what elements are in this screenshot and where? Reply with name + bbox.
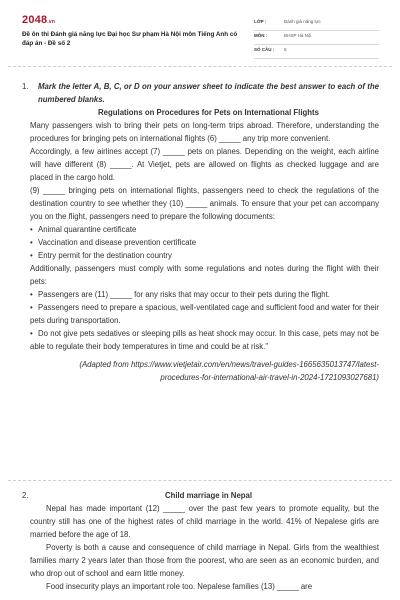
question-divider bbox=[8, 480, 392, 481]
document-title: Đề ôn thi Đánh giá năng lực Đại học Sư phạm Hà Nội môn Tiếng Anh có đáp án - Đề số 2 bbox=[22, 31, 238, 47]
meta-value: ĐHSP Hà Nội bbox=[284, 33, 312, 38]
passage-paragraph: Many passengers wish to bring their pets on long-term trips abroad. Therefore, understanding the procedures for bringing pets on international flights (6) _____ any trip more convenient. bbox=[30, 121, 379, 143]
list-item: • Animal quarantine certificate bbox=[30, 225, 137, 234]
list-item: • Passengers need to prepare a spacious, well-ventilated cage and sufficient food and water for their pets during transportation. bbox=[30, 303, 379, 325]
passage-paragraph: Additionally, passengers must comply with some regulations and notes during the flight with their pets: bbox=[30, 264, 379, 286]
document-meta bbox=[254, 17, 379, 59]
list-item: • Vaccination and disease prevention certificate bbox=[30, 238, 197, 247]
meta-row-class bbox=[254, 17, 379, 31]
question-body bbox=[30, 489, 379, 593]
passage-paragraph: Nepal has made important (12) _____ over the past few years to promote equality, but the country still has one of the highest rates of child marriage in the world. 41% of Nepalese girls are married before the age of 18. bbox=[30, 504, 379, 539]
question-instruction: Mark the letter A, B, C, or D on your answer sheet to indicate the best answer to each of the numbered blanks. bbox=[38, 82, 379, 104]
passage-title: Regulations on Procedures for Pets on International Flights bbox=[98, 108, 319, 117]
question-number: 1. bbox=[22, 82, 29, 91]
list-item: • Entry permit for the destination country bbox=[30, 251, 172, 260]
meta-value: Đánh giá năng lực bbox=[284, 19, 321, 24]
source-citation: (Adapted from https://www.vietjetair.com/en/news/travel-guides-1665635013747/latest-procedures-for-international-air-travel-in-2024-1721093027681) bbox=[79, 360, 379, 382]
meta-key: SỐ CÂU : bbox=[254, 47, 275, 52]
question-number: 2. bbox=[22, 491, 29, 500]
passage-paragraph: Poverty is both a cause and consequence of child marriage in Nepal. Girls from the wealthiest families marry 2 years later than those from the poorest, who are seen as an economic burden, and who drop out of school and earn little money. bbox=[30, 543, 379, 578]
header-divider bbox=[8, 66, 392, 67]
list-item: • Do not give pets sedatives or sleeping pills as heat shock may occur. In this case, pets may not be able to regulate their body temperatures in time and could be at risk." bbox=[30, 329, 379, 351]
meta-key: MÔN : bbox=[254, 33, 268, 38]
passage-title: Child marriage in Nepal bbox=[164, 491, 253, 500]
passage-paragraph: Food insecurity plays an important role too. Nepalese families (13) _____ are bbox=[46, 582, 313, 591]
logo-text: 2048 bbox=[22, 14, 48, 26]
passage-paragraph: Accordingly, a few airlines accept (7) _____ pets on planes. Depending on the weight, each airline will have different (8) _____. At Vietjet, pets are allowed on flights as checked luggage and are placed in the cargo hold. bbox=[30, 147, 379, 182]
document-header bbox=[0, 0, 400, 66]
list-item: • Passengers are (11) _____ for any risks that may occur to their pets during the flight. bbox=[30, 290, 330, 299]
meta-row-count bbox=[254, 45, 379, 59]
passage-paragraph: (9) _____ bringing pets on international flights, passengers need to check the regulations of the destination country to see whether they (10) _____ animals. To ensure that your pet can accompany you on the flight, passengers need to prepare the following documents: bbox=[30, 186, 379, 221]
question-body bbox=[30, 80, 379, 384]
meta-value: 5 bbox=[284, 47, 287, 52]
site-logo[interactable] bbox=[22, 14, 55, 26]
meta-row-subject bbox=[254, 31, 379, 45]
logo-suffix: .vn bbox=[47, 19, 56, 25]
meta-key: LỚP : bbox=[254, 19, 267, 24]
